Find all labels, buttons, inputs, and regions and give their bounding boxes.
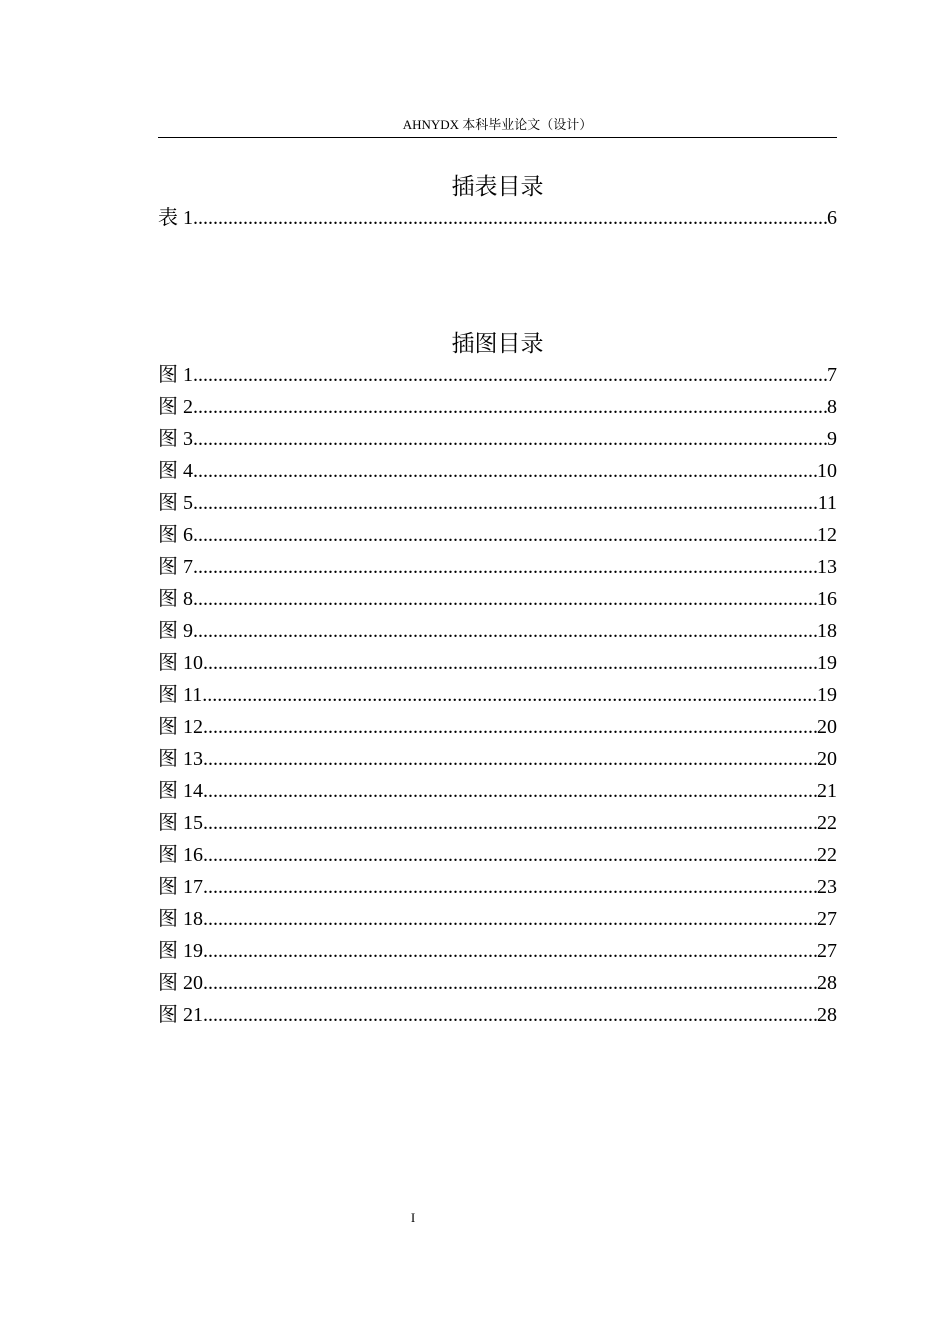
figure-toc-entry-number: 14 bbox=[183, 780, 203, 802]
toc-dot-leader bbox=[203, 999, 817, 1031]
figure-toc-entry[interactable] bbox=[158, 871, 837, 903]
figure-toc-entry-page: 8 bbox=[827, 396, 837, 418]
figure-toc-entry-number: 4 bbox=[183, 460, 193, 482]
figure-toc-entry-number: 17 bbox=[183, 876, 203, 898]
toc-dot-leader bbox=[193, 391, 827, 423]
figure-toc-entry-prefix: 图 bbox=[158, 748, 178, 770]
figure-toc-entry[interactable] bbox=[158, 455, 837, 487]
figure-toc-entry-number: 21 bbox=[183, 1004, 203, 1026]
figure-toc-entry-page: 7 bbox=[827, 364, 837, 386]
figure-toc-entry-number: 20 bbox=[183, 972, 203, 994]
figure-toc-entry-prefix: 图 bbox=[158, 652, 178, 674]
figure-toc-entry-prefix: 图 bbox=[158, 876, 178, 898]
page-header: AHNYDX 本科毕业论文（设计） bbox=[402, 117, 593, 132]
figure-toc-entry-page: 20 bbox=[817, 748, 837, 770]
figure-toc-entry-page: 12 bbox=[817, 524, 837, 546]
figure-toc-entry-number: 15 bbox=[183, 812, 203, 834]
figure-toc-entry-label bbox=[158, 391, 193, 423]
figure-toc-entry[interactable] bbox=[158, 967, 837, 999]
figure-toc-entry-number: 1 bbox=[183, 364, 193, 386]
figure-toc-entry-label bbox=[158, 647, 203, 679]
figure-toc-entry-number: 3 bbox=[183, 428, 193, 450]
figure-toc-entry-label bbox=[158, 551, 193, 583]
figure-toc-entry-page: 27 bbox=[817, 940, 837, 962]
figure-toc-entry-page: 16 bbox=[817, 588, 837, 610]
figure-toc-entry-page: 10 bbox=[817, 460, 837, 482]
figure-toc-entry[interactable] bbox=[158, 487, 837, 519]
figure-toc-entry-page: 22 bbox=[817, 812, 837, 834]
figure-toc-entry-label bbox=[158, 359, 193, 391]
figure-toc-entry-number: 7 bbox=[183, 556, 193, 578]
figure-toc-entry-page: 19 bbox=[817, 652, 837, 674]
figure-toc-entry-label bbox=[158, 487, 193, 519]
figure-toc-entry-label bbox=[158, 423, 193, 455]
figure-toc-entry-label bbox=[158, 967, 203, 999]
figure-toc-entry-number: 2 bbox=[183, 396, 193, 418]
figure-toc-entry-prefix: 图 bbox=[158, 844, 178, 866]
toc-dot-leader bbox=[193, 487, 818, 519]
figure-toc-entry-number: 8 bbox=[183, 588, 193, 610]
toc-dot-leader bbox=[202, 679, 817, 711]
figure-toc-entry-page: 28 bbox=[817, 1004, 837, 1026]
figure-toc-entry-number: 10 bbox=[183, 652, 203, 674]
figure-toc-entry[interactable] bbox=[158, 999, 837, 1031]
figure-toc-entry-page: 23 bbox=[817, 876, 837, 898]
figure-toc-entry-prefix: 图 bbox=[158, 684, 178, 706]
figure-toc-entry-label bbox=[158, 839, 203, 871]
figure-toc-entry-prefix: 图 bbox=[158, 940, 178, 962]
figure-toc-entry[interactable] bbox=[158, 775, 837, 807]
figure-toc-entry-number: 9 bbox=[183, 620, 193, 642]
figure-toc-entry-number: 12 bbox=[183, 716, 203, 738]
toc-dot-leader bbox=[203, 743, 817, 775]
figure-toc-entry-label bbox=[158, 583, 193, 615]
figure-toc-entry-label bbox=[158, 519, 193, 551]
figure-toc-entry[interactable] bbox=[158, 519, 837, 551]
figure-toc-entry-number: 13 bbox=[183, 748, 203, 770]
figures-section-title: 插图目录 bbox=[451, 331, 544, 357]
figure-toc-entry-number: 16 bbox=[183, 844, 203, 866]
figure-toc-entry-number: 5 bbox=[183, 492, 193, 514]
figure-toc-entry-label bbox=[158, 711, 203, 743]
figure-toc-entry[interactable] bbox=[158, 615, 837, 647]
toc-dot-leader bbox=[203, 839, 817, 871]
figure-toc-entry-prefix: 图 bbox=[158, 364, 178, 386]
figure-toc-entry-prefix: 图 bbox=[158, 396, 178, 418]
figure-toc-entry[interactable] bbox=[158, 935, 837, 967]
figure-toc-entry-label bbox=[158, 999, 203, 1031]
toc-dot-leader bbox=[193, 519, 817, 551]
figure-toc-entry-page: 28 bbox=[817, 972, 837, 994]
toc-dot-leader bbox=[193, 583, 817, 615]
figure-toc-entry-label bbox=[158, 679, 202, 711]
toc-dot-leader bbox=[203, 871, 817, 903]
toc-dot-leader bbox=[203, 903, 817, 935]
toc-dot-leader bbox=[203, 711, 817, 743]
figure-toc-entry-number: 11 bbox=[183, 684, 203, 706]
figure-toc-entry-prefix: 图 bbox=[158, 812, 178, 834]
header-rule bbox=[158, 137, 837, 138]
figure-toc-entry-page: 22 bbox=[817, 844, 837, 866]
figure-toc-entry-page: 27 bbox=[817, 908, 837, 930]
figure-toc-entry-number: 19 bbox=[183, 940, 203, 962]
figure-toc-entry[interactable] bbox=[158, 807, 837, 839]
figure-toc-entry-label bbox=[158, 871, 203, 903]
figure-toc-entry-prefix: 图 bbox=[158, 716, 178, 738]
figure-toc-entry-page: 18 bbox=[817, 620, 837, 642]
table-toc-entry[interactable] bbox=[158, 202, 837, 234]
toc-dot-leader bbox=[193, 359, 827, 391]
figure-toc-entry-prefix: 图 bbox=[158, 620, 178, 642]
page-number: I bbox=[410, 1210, 416, 1225]
figure-toc-entry[interactable] bbox=[158, 551, 837, 583]
figure-toc-entry[interactable] bbox=[158, 647, 837, 679]
figure-toc-entry-page: 11 bbox=[817, 492, 837, 514]
toc-dot-leader bbox=[193, 455, 817, 487]
figure-toc-entry-prefix: 图 bbox=[158, 908, 178, 930]
figure-toc-entry[interactable] bbox=[158, 391, 837, 423]
figure-toc-entry-label bbox=[158, 935, 203, 967]
toc-dot-leader bbox=[203, 647, 817, 679]
figure-toc-entry-label bbox=[158, 903, 203, 935]
toc-dot-leader bbox=[193, 202, 827, 234]
figure-toc-entry[interactable] bbox=[158, 839, 837, 871]
figure-toc-entry-page: 21 bbox=[817, 780, 837, 802]
toc-dot-leader bbox=[193, 423, 827, 455]
figure-toc-entry-page: 9 bbox=[827, 428, 837, 450]
figure-toc-entry-prefix: 图 bbox=[158, 556, 178, 578]
figure-toc-entry-prefix: 图 bbox=[158, 1004, 178, 1026]
figure-toc-entry-prefix: 图 bbox=[158, 460, 178, 482]
tables-section-title: 插表目录 bbox=[451, 174, 544, 200]
figure-toc-entry-prefix: 图 bbox=[158, 972, 178, 994]
figures-toc-list bbox=[158, 359, 837, 1031]
figure-toc-entry-label bbox=[158, 615, 193, 647]
figure-toc-entry[interactable] bbox=[158, 903, 837, 935]
figure-toc-entry-label bbox=[158, 455, 193, 487]
toc-dot-leader bbox=[193, 615, 817, 647]
figure-toc-entry-page: 13 bbox=[817, 556, 837, 578]
figure-toc-entry[interactable] bbox=[158, 359, 837, 391]
table-toc-entry-number: 1 bbox=[183, 207, 193, 229]
figure-toc-entry[interactable] bbox=[158, 711, 837, 743]
figure-toc-entry-page: 20 bbox=[817, 716, 837, 738]
toc-dot-leader bbox=[203, 935, 817, 967]
figure-toc-entry-label bbox=[158, 807, 203, 839]
table-toc-entry-page: 6 bbox=[827, 207, 837, 229]
figure-toc-entry-prefix: 图 bbox=[158, 588, 178, 610]
figure-toc-entry-prefix: 图 bbox=[158, 492, 178, 514]
tables-toc-list bbox=[158, 202, 837, 234]
toc-dot-leader bbox=[203, 775, 817, 807]
figure-toc-entry-page: 19 bbox=[817, 684, 837, 706]
figure-toc-entry-label bbox=[158, 743, 203, 775]
toc-dot-leader bbox=[203, 967, 817, 999]
figure-toc-entry[interactable] bbox=[158, 679, 837, 711]
figure-toc-entry[interactable] bbox=[158, 743, 837, 775]
toc-dot-leader bbox=[193, 551, 817, 583]
toc-dot-leader bbox=[203, 807, 817, 839]
figure-toc-entry-prefix: 图 bbox=[158, 428, 178, 450]
figure-toc-entry-label bbox=[158, 775, 203, 807]
table-toc-entry-label bbox=[158, 202, 193, 234]
figure-toc-entry[interactable] bbox=[158, 423, 837, 455]
figure-toc-entry-prefix: 图 bbox=[158, 780, 178, 802]
table-toc-entry-prefix: 表 bbox=[158, 207, 178, 229]
figure-toc-entry-number: 6 bbox=[183, 524, 193, 546]
figure-toc-entry[interactable] bbox=[158, 583, 837, 615]
figure-toc-entry-prefix: 图 bbox=[158, 524, 178, 546]
figure-toc-entry-number: 18 bbox=[183, 908, 203, 930]
